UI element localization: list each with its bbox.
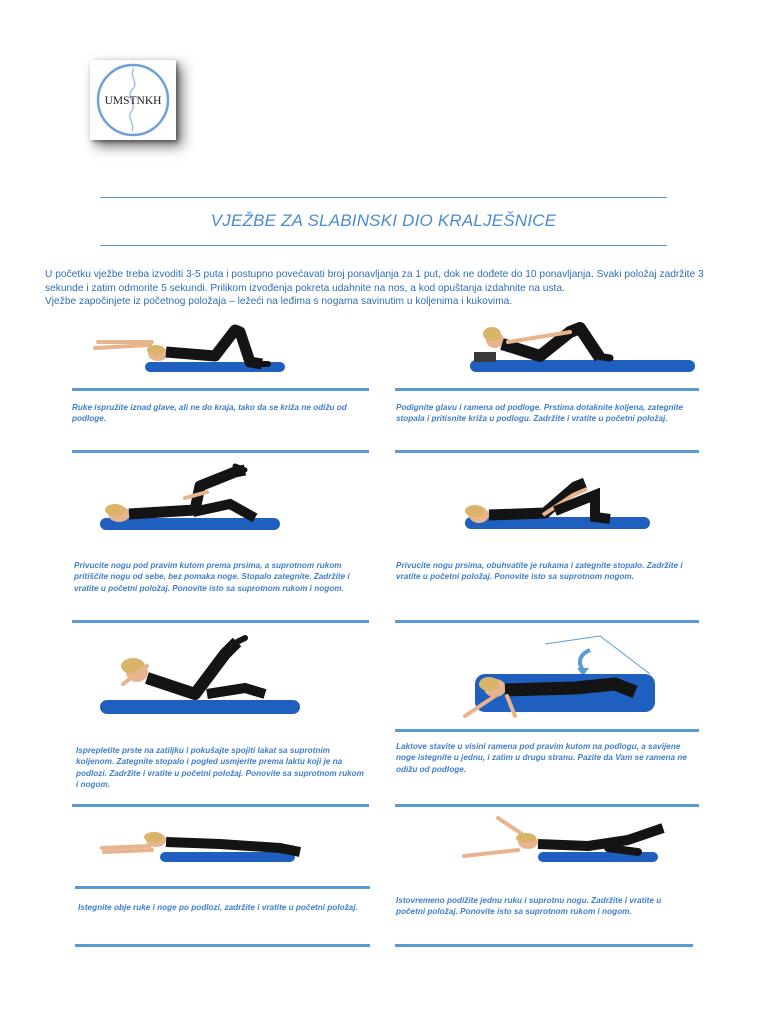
exercise-1-rule-bottom [72, 450, 369, 453]
exercise-8-caption: Istovremeno podižite jednu ruku i suprotnu nogu. Zadržite i vratite u početni položaj. Ponovite isto sa suprotnom rukom i nogom. [396, 896, 662, 917]
logo-text: UMSTNKH [104, 95, 162, 107]
exercise-4-image [455, 465, 655, 535]
page-title: VJEŽBE ZA SLABINSKI DIO KRALJEŠNICE [210, 211, 557, 230]
exercise-6-rule-bottom [395, 804, 699, 807]
exercise-7-rule-top [75, 886, 370, 889]
exercise-6-image [455, 632, 665, 724]
exercise-2-rule-top [395, 388, 699, 391]
title-rule-bottom [100, 245, 667, 246]
exercise-7-caption: Istegnite obje ruke i noge po podlozi, zadržite i vratite u početni položaj. [78, 903, 358, 912]
exercise-3-image [95, 460, 285, 536]
exercise-5-image [95, 628, 305, 720]
exercise-1-image [90, 312, 290, 376]
exercise-7-rule-bottom [75, 944, 370, 947]
title-rule-top [100, 197, 667, 198]
exercise-4-rule-bottom [395, 620, 699, 623]
exercise-1-rule-top [72, 388, 369, 391]
exercise-3-rule-bottom [72, 620, 369, 623]
exercise-6-caption: Laktove stavite u visini ramena pod pravim kutom na podlogu, a savijene noge istegnite u jednu, i zatim u drugu stranu. Pazite da Vam se ramena ne odižu od podloge. [396, 742, 687, 774]
exercise-1-caption: Ruke ispružite iznad glave, ali ne do kraja, tako da se križa ne odižu od podloge. [72, 403, 347, 424]
exercise-2-rule-bottom [395, 450, 699, 453]
exercise-5-rule-bottom [72, 804, 369, 807]
intro-text [45, 268, 725, 309]
intro-paragraph-2: Vježbe započinjete iz početnog položaja – ležeći na leđima s nogama savinutim u koljenima i kukovima. [45, 296, 513, 307]
logo [90, 60, 176, 140]
exercise-3-caption: Privucite nogu pod pravim kutom prema prsima, a suprotnom rukom pritiščite nogu od sebe, bez pomaka noge. Stopalo zategnite. Zadržite i vratite u početni položaj. Ponovite isto sa suprotnom rukom i nogom. [74, 561, 350, 593]
exercise-2-caption: Podignite glavu i ramena od podloge. Prstima dotaknite koljena, zategnite stopala i pritisnite križa u podlogu. Zadržite i vratite u početni položaj. [396, 403, 684, 424]
exercise-6-rule-top [395, 729, 699, 732]
logo-emblem [90, 60, 176, 140]
intro-paragraph-1: U početku vježbe treba izvoditi 3-5 puta i postupno povećavati broj ponavljanja za 1 put, dok ne dođete do 10 ponavljanja. Svaki položaj zadržite 3 sekunde i zatim odmorite 5 sekundi. Prilikom izvođenja pokreta udahnite na nos, a kod opuštanja izdahnite na usta. [45, 269, 704, 294]
exercise-2-image [460, 312, 700, 376]
exercise-8-rule-bottom [395, 944, 693, 947]
exercise-4-caption: Privucite nogu prsima, obuhvatite je rukama i zategnite stopalo. Zadržite i vratite u početni položaj. Ponovite isto sa suprotnom nogom. [396, 561, 683, 582]
exercise-7-image [100, 818, 315, 868]
exercise-8-image [458, 810, 688, 868]
exercise-5-caption: Isprepletite prste na zatiljku i pokušajte spojiti lakat sa suprotnim koljenom. Zategnite stopalo i pogled usmjerite prema laktu koji je na podlozi. Zadržite i vratite u početni položaj. Ponovite sa suprotnom rukom i nogom. [76, 746, 364, 789]
